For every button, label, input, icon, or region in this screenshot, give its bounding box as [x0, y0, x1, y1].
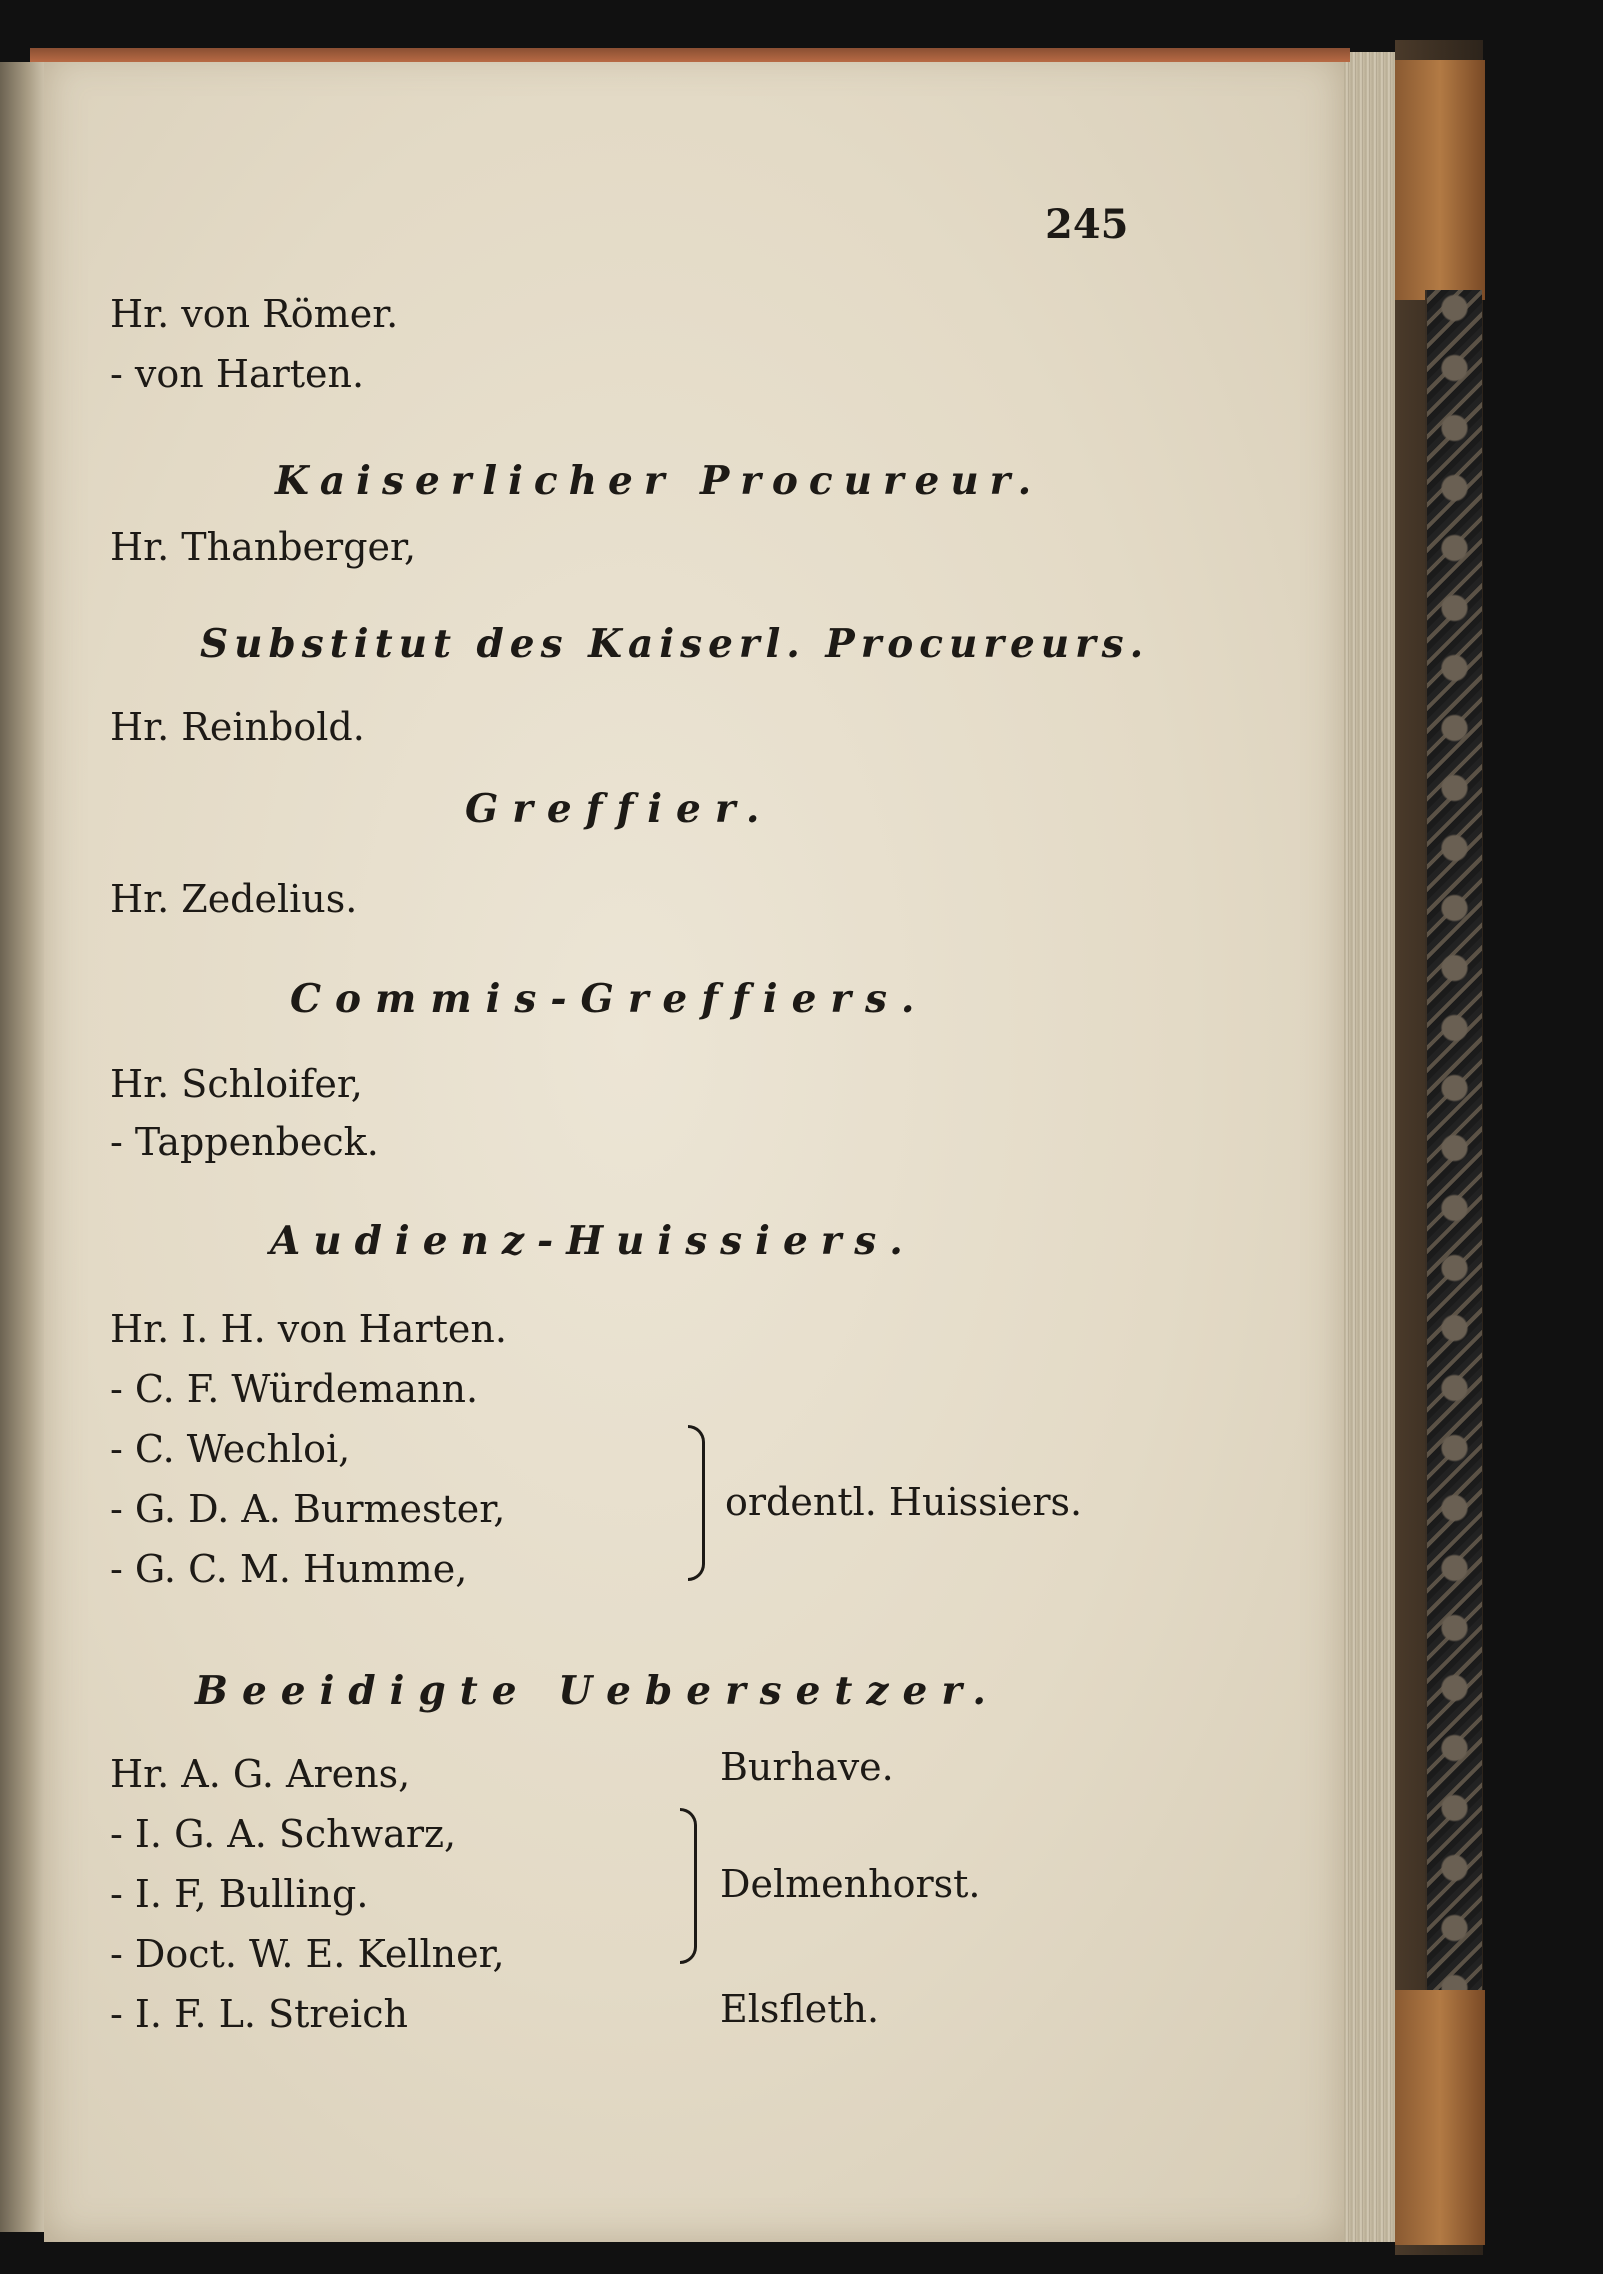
- page-stack-edges: [1335, 52, 1395, 2242]
- substitut-entry: Hr. Reinbold.: [110, 705, 365, 749]
- uebersetzer-entry-3: - I. F, Bulling.: [110, 1872, 369, 1916]
- place-delmenhorst: Delmenhorst.: [720, 1862, 981, 1906]
- procureur-entry: Hr. Thanberger,: [110, 525, 417, 569]
- heading-procureur: Kaiserlicher Procureur.: [275, 458, 1043, 504]
- commis-entry-1: Hr. Schloifer,: [110, 1062, 363, 1106]
- huissier-entry-5: - G. C. M. Humme,: [110, 1547, 468, 1591]
- uebersetzer-entry-1: Hr. A. G. Arens,: [110, 1752, 411, 1796]
- uebersetzer-entry-4: - Doct. W. E. Kellner,: [110, 1932, 505, 1976]
- heading-audienz-huissiers: Audienz-Huissiers.: [270, 1218, 916, 1264]
- huissiers-group-label: ordentl. Huissiers.: [725, 1480, 1083, 1524]
- huissier-entry-2: - C. F. Würdemann.: [110, 1367, 479, 1411]
- uebersetzer-entry-5: - I. F. L. Streich: [110, 1992, 408, 2036]
- huissier-entry-1: Hr. I. H. von Harten.: [110, 1307, 507, 1351]
- cover-leather-top: [1395, 60, 1485, 300]
- page-number: 245: [1045, 201, 1129, 248]
- huissiers-brace: [688, 1425, 705, 1581]
- place-elsfleth: Elsfleth.: [720, 1987, 880, 2031]
- page-top-edge: [30, 48, 1350, 62]
- commis-entry-2: - Tappenbeck.: [110, 1120, 379, 1164]
- heading-beeidigte-uebersetzer: Beeidigte Uebersetzer.: [195, 1668, 1000, 1714]
- cover-leather-bottom: [1395, 1990, 1485, 2245]
- previous-page-edge: [0, 62, 46, 2232]
- heading-greffier: Greffier.: [465, 786, 774, 832]
- huissier-entry-4: - G. D. A. Burmester,: [110, 1487, 506, 1531]
- huissier-entry-3: - C. Wechloi,: [110, 1427, 351, 1471]
- uebersetzer-brace: [680, 1808, 697, 1964]
- place-burhave: Burhave.: [720, 1745, 894, 1789]
- heading-substitut: Substitut des Kaiserl. Procureurs.: [200, 621, 1150, 667]
- marbled-cover: [1425, 290, 1482, 2000]
- uebersetzer-entry-2: - I. G. A. Schwarz,: [110, 1812, 457, 1856]
- greffier-entry: Hr. Zedelius.: [110, 877, 358, 921]
- judge-line-2: - von Harten.: [110, 352, 365, 396]
- heading-commis-greffiers: Commis-Greffiers.: [290, 976, 929, 1022]
- judge-line-1: Hr. von Römer.: [110, 292, 399, 336]
